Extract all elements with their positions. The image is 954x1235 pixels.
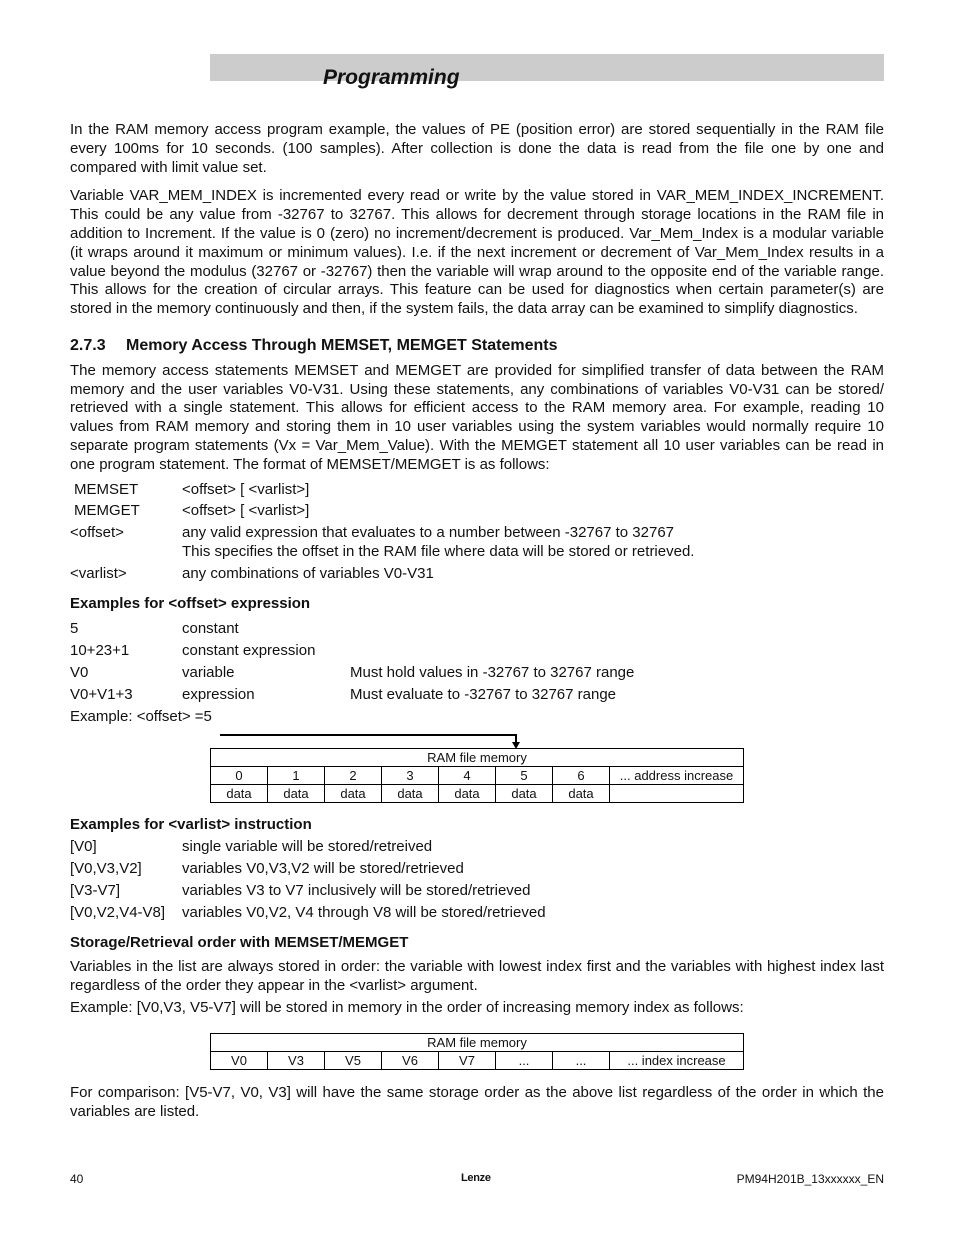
varlist-example-row [70,860,884,879]
table-cell: 6 [553,767,610,785]
varlist-example-desc: variables V0,V2, V4 through V8 will be stored/retrieved [182,903,546,921]
syntax-desc-block [182,524,884,562]
table-cell: data [439,785,496,803]
offset-example-type: expression [182,685,255,703]
offset-example-type: constant expression [182,642,316,660]
offset-example-row [70,620,884,639]
table-row [211,785,744,803]
header-bar [210,54,884,81]
table-title: RAM file memory [211,749,744,767]
storage-heading: Storage/Retrieval order with MEMSET/MEMGET [70,934,409,952]
document-id: PM94H201B_13xxxxxx_EN [736,1172,884,1186]
syntax-list [70,481,884,584]
varlist-example-row [70,882,884,901]
syntax-row [70,565,884,584]
varlist-example-expr: [V0,V3,V2] [70,859,142,877]
table-cell: 0 [211,767,268,785]
table-row [211,767,744,785]
varlist-example-desc: variables V0,V3,V2 will be stored/retrieved [182,859,464,877]
varlist-example-expr: [V0] [70,838,97,856]
page-content [70,121,884,1132]
intro-paragraph-2: Variable VAR_MEM_INDEX is incremented every read or write by the value stored in VAR_MEM_INDEX_INCREMENT. This could be any value from -32767 to 32767. This allows for decrement through storage locations in the RAM file in addition to Increment. If the value is 0 (zero) no increment/decrement is produced. Var_Mem_Index is a modular variable (it wraps around it maximum or minimum values). I.e. if the next increment or decrement of Var_Mem_Index results in a value beyond the modulus (32767 or -32767) then the variable will wrap around to the opposite end of the variable range. This allows for the creation of circular arrays. This feature can be used for diagnostics when certain parameter(s) are stored in the memory continuously and then, if the system fails, the data array can be examined to simplify diagnostics. [70,187,884,318]
syntax-row [70,502,884,521]
offset-arrow [70,732,884,766]
offset-example-note: Must hold values in -32767 to 32767 range [350,663,635,681]
brand-logo: Lenze [461,1172,491,1184]
varlist-example-expr: [V3-V7] [70,881,121,899]
offset-example-row [70,664,884,683]
syntax-term: MEMSET [74,480,139,498]
ram-memory-table-2 [210,1033,744,1070]
section-heading [70,337,884,356]
syntax-desc: any valid expression that evaluates to a number between -32767 to 32767 [182,524,674,542]
varlist-example-desc: variables V3 to V7 inclusively will be stored/retrieved [182,881,531,899]
table-cell: V0 [211,1052,268,1070]
offset-example-expr: 10+23+1 [70,642,130,660]
syntax-term: MEMGET [74,502,140,520]
offset-example-row [70,642,884,661]
offset-example-note: Must evaluate to -32767 to 32767 range [350,685,617,703]
table-cell: data [268,785,325,803]
table-title-row [211,1034,744,1052]
arrow-line [220,734,516,736]
table-cell: data [496,785,553,803]
table-cell: 3 [382,767,439,785]
table-cell: ... address increase [610,767,744,785]
varlist-example-expr: [V0,V2,V4-V8] [70,903,166,921]
syntax-term: <offset> [70,524,124,542]
table-title: RAM file memory [211,1034,744,1052]
storage-paragraph-3: For comparison: [V5-V7, V0, V3] will have the same storage order as the above list regardless of the order in which the variables are listed. [70,1084,884,1121]
table-cell: ... [496,1052,553,1070]
table-row [211,1052,744,1070]
storage-paragraph-1: Variables in the list are always stored in order: the variable with lowest index first and the variables with highest index last regardless of the order they appear in the <varlist> argument. [70,958,884,994]
syntax-desc: <offset> [ <varlist>] [182,480,310,498]
offset-example-type: variable [182,663,235,681]
offset-example-note [350,642,884,661]
syntax-row [70,524,884,562]
table-cell: V6 [382,1052,439,1070]
syntax-desc-2: This specifies the offset in the RAM file where data will be stored or retrieved. [182,542,695,560]
offset-example-row [70,686,884,705]
syntax-row [70,481,884,500]
arrow-down-icon [512,742,520,749]
table-cell: V5 [325,1052,382,1070]
table-cell: 1 [268,767,325,785]
offset-example-expr: V0+V1+3 [70,685,133,703]
page-title: Programming [323,66,460,89]
varlist-examples-list [70,838,884,922]
table-cell: ... [553,1052,610,1070]
syntax-desc: <offset> [ <varlist>] [182,502,310,520]
varlist-example-row [70,904,884,923]
varlist-example-desc: single variable will be stored/retreived [182,838,433,856]
table-cell: data [325,785,382,803]
offset-example-line: Example: <offset> =5 [70,707,212,725]
syntax-term: <varlist> [70,564,127,582]
storage-paragraph-2: Example: [V0,V3, V5-V7] will be stored in memory in the order of increasing memory index as follows: [70,998,744,1016]
section-paragraph: The memory access statements MEMSET and MEMGET are provided for simplified transfer of data between the RAM memory and the user variables V0-V31. Using these statements, any combinations of variables V0-V31 can be stored/ retrieved with a single statement. This allows for efficient access to the RAM memory area. For example, reading 10 values from RAM memory and storing them in 10 user variables using the system variables would normally require 10 separate program statements (Vx = Var_Mem_Value). With the MEMGET statement all 10 user variables can be read in one program statement. The format of MEMSET/MEMGET is as follows: [70,361,884,473]
offset-examples-heading: Examples for <offset> expression [70,594,311,612]
table-cell [610,785,744,803]
offset-examples-list [70,620,884,704]
table-cell: data [211,785,268,803]
table-cell: 2 [325,767,382,785]
table-cell: 4 [439,767,496,785]
intro-paragraph-1: In the RAM memory access program example, the values of PE (position error) are stored sequentially in the RAM file every 100ms for 10 seconds. (100 samples). After collection is done the data is read from the file one by one and compared with limit value set. [70,121,884,176]
table-cell: V3 [268,1052,325,1070]
page-number: 40 [70,1172,84,1186]
varlist-examples-heading: Examples for <varlist> instruction [70,816,312,834]
section-title: Memory Access Through MEMSET, MEMGET Statements [126,336,558,354]
table-cell: data [553,785,610,803]
table-cell: ... index increase [610,1052,744,1070]
varlist-example-row [70,838,884,857]
offset-example-expr: 5 [70,620,79,638]
syntax-desc: any combinations of variables V0-V31 [182,564,434,582]
offset-example-note [350,620,884,639]
table-cell: V7 [439,1052,496,1070]
offset-example-type: constant [182,620,239,638]
table-cell: 5 [496,767,553,785]
offset-example-expr: V0 [70,663,89,681]
table-cell: data [382,785,439,803]
section-number: 2.7.3 [70,336,106,354]
